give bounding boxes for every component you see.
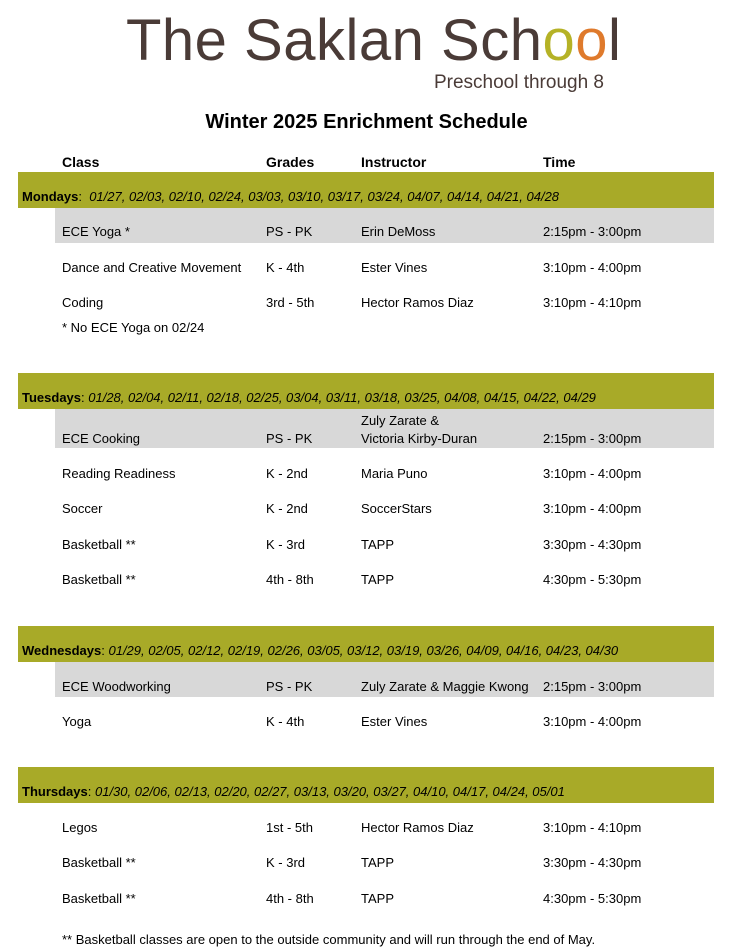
class-cell: Legos — [62, 820, 98, 835]
grades-cell: 4th - 8th — [266, 572, 314, 587]
logo-title: The Saklan School — [126, 8, 622, 73]
time-cell: 3:10pm - 4:10pm — [543, 295, 642, 310]
table-row — [55, 484, 714, 519]
class-cell: ECE Yoga * — [62, 224, 130, 239]
class-cell: Basketball ** — [62, 891, 136, 906]
grades-cell: K - 4th — [266, 714, 305, 729]
logo-tagline: Preschool through 8 — [433, 72, 604, 93]
day-band-thursdays: Thursdays: 01/30, 02/06, 02/13, 02/20, 02/27, 03/13, 03/20, 03/27, 04/10, 04/17, 04/24, 05/01 — [18, 767, 714, 803]
table-row — [55, 278, 714, 313]
class-cell: Dance and Creative Movement — [62, 260, 242, 275]
table-row — [55, 662, 714, 697]
table-row — [55, 449, 714, 484]
grades-cell: PS - PK — [266, 224, 313, 239]
column-header-instructor: Instructor — [361, 154, 427, 170]
day-label: Tuesdays — [22, 390, 82, 405]
class-cell: Soccer — [62, 501, 103, 516]
instructor-cell: TAPP — [361, 572, 394, 587]
day-dates: 01/27, 02/03, 02/10, 02/24, 03/03, 03/10, 03/17, 03/24, 04/07, 04/14, 04/21, 04/28 — [89, 189, 560, 204]
day-label: Wednesdays — [22, 643, 102, 658]
class-cell: ECE Cooking — [62, 431, 141, 446]
time-cell: 2:15pm - 3:00pm — [543, 224, 642, 239]
day-band-tuesdays: Tuesdays: 01/28, 02/04, 02/11, 02/18, 02/25, 03/04, 03/11, 03/18, 03/25, 04/08, 04/15, 04/22, 04/29 — [18, 373, 714, 409]
instructor-cell: Hector Ramos Diaz — [361, 820, 474, 835]
time-cell: 3:30pm - 4:30pm — [543, 855, 642, 870]
day-band-wednesdays: Wednesdays: 01/29, 02/05, 02/12, 02/19, 02/26, 03/05, 03/12, 03/19, 03/26, 04/09, 04/16, 04/23, 04/30 — [18, 626, 714, 662]
time-cell: 3:30pm - 4:30pm — [543, 537, 642, 552]
grades-cell: K - 3rd — [266, 537, 306, 552]
instructor-cell: Ester Vines — [361, 714, 428, 729]
table-row — [55, 243, 714, 278]
page-title: Winter 2025 Enrichment Schedule — [205, 111, 528, 133]
time-cell: 2:15pm - 3:00pm — [543, 679, 642, 694]
grades-cell: 3rd - 5th — [266, 295, 315, 310]
time-cell: 3:10pm - 4:10pm — [543, 820, 642, 835]
class-cell: Yoga — [62, 714, 92, 729]
grades-cell: PS - PK — [266, 679, 313, 694]
footnote: ** Basketball classes are open to the outside community and will run through the end of May. — [62, 932, 596, 947]
class-cell: ECE Woodworking — [62, 679, 171, 694]
section-note: * No ECE Yoga on 02/24 — [62, 320, 205, 335]
instructor-cell: SoccerStars — [361, 501, 432, 516]
table-row — [55, 803, 714, 838]
instructor-cell: TAPP — [361, 537, 394, 552]
time-cell: 3:10pm - 4:00pm — [543, 714, 642, 729]
table-row — [55, 697, 714, 732]
class-cell: Coding — [62, 295, 104, 310]
grades-cell: K - 2nd — [266, 466, 308, 481]
time-cell: 3:10pm - 4:00pm — [543, 260, 642, 275]
time-cell: 3:10pm - 4:00pm — [543, 501, 642, 516]
instructor-cell: TAPP — [361, 855, 394, 870]
logo-o-green: o — [542, 8, 576, 73]
time-cell: 4:30pm - 5:30pm — [543, 891, 642, 906]
class-cell: Basketball ** — [62, 537, 136, 552]
class-cell: Basketball ** — [62, 572, 136, 587]
grades-cell: PS - PK — [266, 431, 313, 446]
class-cell: Reading Readiness — [62, 466, 176, 481]
time-cell: 3:10pm - 4:00pm — [543, 466, 642, 481]
grades-cell: K - 2nd — [266, 501, 308, 516]
instructor-cell-line1: Zuly Zarate & — [361, 413, 440, 428]
day-label: Thursdays — [22, 784, 88, 799]
instructor-cell: Ester Vines — [361, 260, 428, 275]
grades-cell: 4th - 8th — [266, 891, 314, 906]
column-header-class: Class — [62, 154, 100, 170]
day-band-mondays: Mondays: 01/27, 02/03, 02/10, 02/24, 03/03, 03/10, 03/17, 03/24, 04/07, 04/14, 04/21, 04/28 — [18, 172, 714, 208]
day-dates: 01/30, 02/06, 02/13, 02/20, 02/27, 03/13, 03/20, 03/27, 04/10, 04/17, 04/24, 05/01 — [94, 784, 565, 799]
table-row — [55, 838, 714, 873]
table-row — [55, 555, 714, 590]
grades-cell: K - 3rd — [266, 855, 306, 870]
instructor-cell: Hector Ramos Diaz — [361, 295, 474, 310]
grades-cell: 1st - 5th — [266, 820, 313, 835]
grades-cell: K - 4th — [266, 260, 305, 275]
day-dates: 01/28, 02/04, 02/11, 02/18, 02/25, 03/04, 03/11, 03/18, 03/25, 04/08, 04/15, 04/22, 04/29 — [88, 390, 596, 405]
instructor-cell: TAPP — [361, 891, 394, 906]
instructor-cell: Victoria Kirby-Duran — [361, 431, 478, 446]
day-dates: 01/29, 02/05, 02/12, 02/19, 02/26, 03/05, 03/12, 03/19, 03/26, 04/09, 04/16, 04/23, 04/30 — [108, 643, 619, 658]
class-cell: Basketball ** — [62, 855, 136, 870]
column-header-time: Time — [543, 154, 576, 170]
instructor-cell: Erin DeMoss — [361, 224, 436, 239]
table-row — [55, 409, 714, 448]
column-header-grades: Grades — [266, 154, 315, 170]
time-cell: 4:30pm - 5:30pm — [543, 572, 642, 587]
day-label: Mondays — [22, 189, 79, 204]
logo-o-orange: o — [575, 8, 608, 73]
instructor-cell: Maria Puno — [361, 466, 428, 481]
school-logo — [126, 6, 622, 98]
table-row — [55, 208, 714, 243]
time-cell: 2:15pm - 3:00pm — [543, 431, 642, 446]
table-row — [55, 874, 714, 909]
instructor-cell: Zuly Zarate & Maggie Kwong — [361, 679, 529, 694]
table-row — [55, 520, 714, 555]
